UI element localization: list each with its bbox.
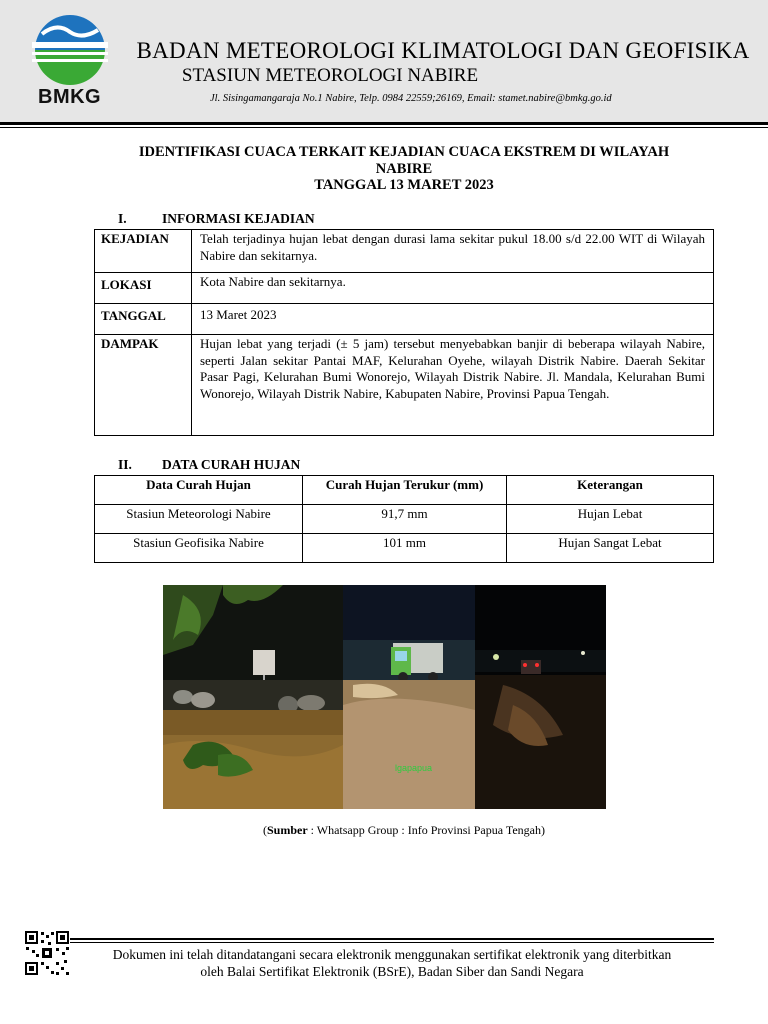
table-row	[95, 335, 714, 436]
table-row	[95, 505, 714, 534]
table-cell: Stasiun Meteorologi Nabire	[95, 505, 303, 534]
caption-source-text: : Whatsapp Group : Info Provinsi Papua Tengah)	[307, 823, 546, 837]
flood-photo-collage	[163, 585, 606, 809]
document-title-line2: NABIRE	[375, 161, 433, 177]
table-row	[95, 230, 714, 273]
info-value: Hujan lebat yang terjadi (± 5 jam) tersebut menyebabkan banjir di beberapa wilayah Nabire, seperti Jalan sekitar Pantai MAF, Kelurahan Oyehe, wilayah Distrik Nabire. Daerah Sekitar Pasar Pagi, Kelurahan Bumi Wonorejo, Wilayah Distrik Nabire. Jl. Mandala, Kelurahan Bumi Wonorejo, Wilayah Distrik Nabire, Kabupaten Nabire, Provinsi Papua Tengah.	[192, 335, 714, 436]
qr-code	[24, 930, 70, 976]
e-signature-notice	[70, 946, 714, 980]
header-divider-thin	[0, 127, 768, 128]
info-value: 13 Maret 2023	[192, 304, 714, 335]
organization-name: BADAN METEOROLOGI KLIMATOLOGI DAN GEOFISIKA	[136, 38, 750, 63]
table-cell: Stasiun Geofisika Nabire	[95, 534, 303, 563]
photo-watermark: lgapapua	[395, 763, 433, 773]
letterhead	[0, 0, 768, 122]
address-line: Jl. Sisingamangaraja No.1 Nabire, Telp. 0984 22559;26169, Email: stamet.nabire@bmkg.go.id	[210, 93, 612, 104]
rainfall-table	[94, 475, 714, 563]
caption-open-paren: (	[262, 823, 267, 837]
footer-line-1: Dokumen ini telah ditandatangani secara elektronik menggunakan sertifikat elektronik yang diterbitkan	[112, 947, 672, 962]
table-row	[95, 304, 714, 335]
footer-line-2: oleh Balai Sertifikat Elektronik (BSrE), Badan Siber dan Sandi Negara	[200, 964, 584, 979]
header-divider	[0, 122, 768, 125]
column-header: Data Curah Hujan	[95, 476, 303, 505]
column-header: Keterangan	[507, 476, 714, 505]
table-cell: Hujan Lebat	[507, 505, 714, 534]
flood-photo-truck	[343, 585, 475, 809]
table-cell: 101 mm	[303, 534, 507, 563]
table-header-row	[95, 476, 714, 505]
table-cell: Hujan Sangat Lebat	[507, 534, 714, 563]
section-heading-1	[118, 211, 315, 227]
info-value: Telah terjadinya hujan lebat dengan durasi lama sekitar pukul 18.00 s/d 22.00 WIT di Wilayah Nabire dan sekitarnya.	[192, 230, 714, 273]
footer-divider	[70, 938, 714, 940]
logo-text: BMKG	[38, 86, 102, 108]
section-title: DATA CURAH HUJAN	[162, 457, 301, 472]
info-label: DAMPAK	[95, 335, 192, 436]
document-title-date: TANGGAL 13 MARET 2023	[314, 177, 494, 193]
flood-photo-night	[475, 585, 606, 809]
column-header: Curah Hujan Terukur (mm)	[303, 476, 507, 505]
info-label: KEJADIAN	[95, 230, 192, 273]
section-number: I.	[118, 211, 127, 226]
info-value: Kota Nabire dan sekitarnya.	[192, 273, 714, 304]
info-label: TANGGAL	[95, 304, 192, 335]
table-row	[95, 534, 714, 563]
flood-photo-street	[163, 585, 343, 809]
table-row	[95, 273, 714, 304]
caption-source-label: Sumber	[266, 823, 308, 837]
section-number: II.	[118, 457, 132, 472]
document-title-line1: IDENTIFIKASI CUACA TERKAIT KEJADIAN CUACA EKSTREM DI WILAYAH	[138, 144, 670, 160]
info-label: LOKASI	[95, 273, 192, 304]
section-heading-2	[118, 457, 300, 473]
event-info-table	[94, 229, 714, 436]
section-title: INFORMASI KEJADIAN	[162, 211, 315, 226]
station-name: STASIUN METEOROLOGI NABIRE	[181, 65, 479, 86]
photo-caption	[94, 823, 714, 838]
table-cell: 91,7 mm	[303, 505, 507, 534]
footer-divider-thin	[70, 942, 714, 943]
